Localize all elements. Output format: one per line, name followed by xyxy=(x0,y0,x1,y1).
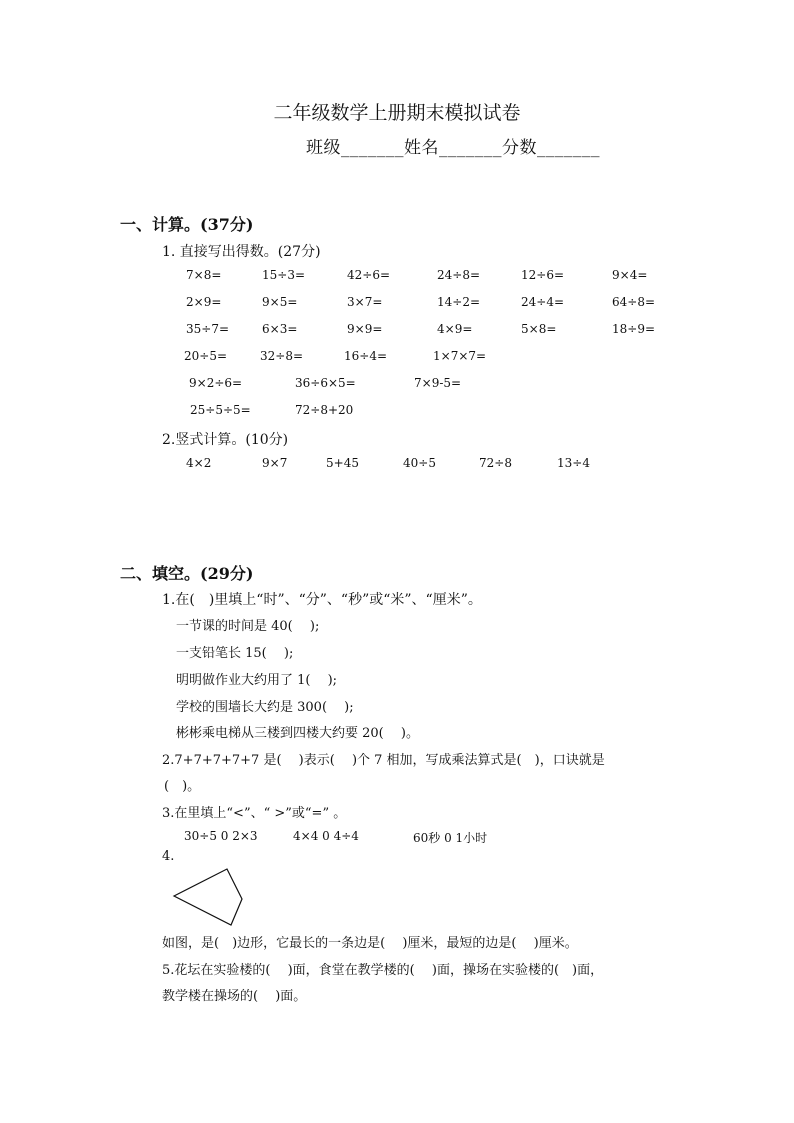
fill-line: 彬彬乘电梯从三楼到四楼大约要 20( )。 xyxy=(176,726,419,741)
calc-item: 9×9= xyxy=(347,322,383,336)
calc-item: 9×4= xyxy=(612,268,648,282)
section2-q5-line1: 5.花坛在实验楼的( )面，食堂在教学楼的( )面，操场在实验楼的( )面， xyxy=(162,963,604,978)
section2-q2-line2: ( )。 xyxy=(164,779,201,794)
fill-line: 学校的围墙长大约是 300( ); xyxy=(176,700,354,715)
section2-q4-label: 4. xyxy=(162,849,175,864)
section2-q2-line1: 2.7+7+7+7+7 是( )表示( )个 7 相加，写成乘法算式是( )，口诀就是 xyxy=(162,753,605,768)
vertical-calc-item: 72÷8 xyxy=(479,456,512,470)
calc-item: 15÷3= xyxy=(262,268,306,282)
calc-item: 35÷7= xyxy=(186,322,230,336)
calc-item: 7×9-5= xyxy=(414,376,462,390)
calc-item: 4×9= xyxy=(437,322,473,336)
calc-item: 5×8= xyxy=(521,322,557,336)
section2-q4-text: 如图，是( )边形，它最长的一条边是( )厘米，最短的边是( )厘米。 xyxy=(162,936,578,951)
calc-item: 7×8= xyxy=(186,268,222,282)
section2-q5-line2: 教学楼在操场的( )面。 xyxy=(162,989,307,1004)
compare-item: 30÷5 0 2×3 xyxy=(184,829,258,843)
calc-item: 1×7×7= xyxy=(433,349,487,363)
calc-item: 42÷6= xyxy=(347,268,391,282)
fill-line: 一支铅笔长 15( ); xyxy=(176,646,294,661)
calc-item: 20÷5= xyxy=(184,349,228,363)
vertical-calc-item: 4×2 xyxy=(186,456,212,470)
section2-q1-title: 1.在( )里填上“时”、“分”、“秒”或“米”、“厘米”。 xyxy=(162,592,482,608)
calc-item: 6×3= xyxy=(262,322,298,336)
calc-item: 16÷4= xyxy=(344,349,388,363)
calc-item: 64÷8= xyxy=(612,295,656,309)
calc-item: 25÷5÷5= xyxy=(190,403,251,417)
quadrilateral-figure xyxy=(170,866,250,930)
fill-line: 一节课的时间是 40( ); xyxy=(176,619,320,634)
calc-item: 12÷6= xyxy=(521,268,565,282)
calc-item: 3×7= xyxy=(347,295,383,309)
compare-item: 4×4 0 4÷4 xyxy=(293,829,359,843)
calc-item: 9×2÷6= xyxy=(189,376,243,390)
calc-item: 72÷8+20 xyxy=(295,403,354,417)
calc-item: 32÷8= xyxy=(260,349,304,363)
student-info-line: 班级_______姓名_______分数_______ xyxy=(306,138,600,158)
section1-q2-title: 2.竖式计算。(10分) xyxy=(162,432,289,448)
calc-item: 9×5= xyxy=(262,295,298,309)
fill-line: 明明做作业大约用了 1( ); xyxy=(176,673,338,688)
section2-q3-title: 3.在里填上“<”、“ >”或“=” 。 xyxy=(162,806,347,821)
calc-item: 36÷6×5= xyxy=(295,376,356,390)
calc-item: 14÷2= xyxy=(437,295,481,309)
vertical-calc-item: 13÷4 xyxy=(557,456,590,470)
page-title: 二年级数学上册期末模拟试卷 xyxy=(273,102,521,124)
section2-heading: 二、填空。(29分) xyxy=(120,564,254,583)
calc-item: 24÷8= xyxy=(437,268,481,282)
section1-heading: 一、计算。(37分) xyxy=(120,215,254,234)
compare-item: 60秒 0 1小时 xyxy=(413,831,488,845)
vertical-calc-item: 9×7 xyxy=(262,456,288,470)
calc-item: 24÷4= xyxy=(521,295,565,309)
vertical-calc-item: 5+45 xyxy=(326,456,359,470)
calc-item: 2×9= xyxy=(186,295,222,309)
section1-q1-title: 1. 直接写出得数。(27分) xyxy=(162,244,321,260)
calc-item: 18÷9= xyxy=(612,322,656,336)
vertical-calc-item: 40÷5 xyxy=(403,456,436,470)
